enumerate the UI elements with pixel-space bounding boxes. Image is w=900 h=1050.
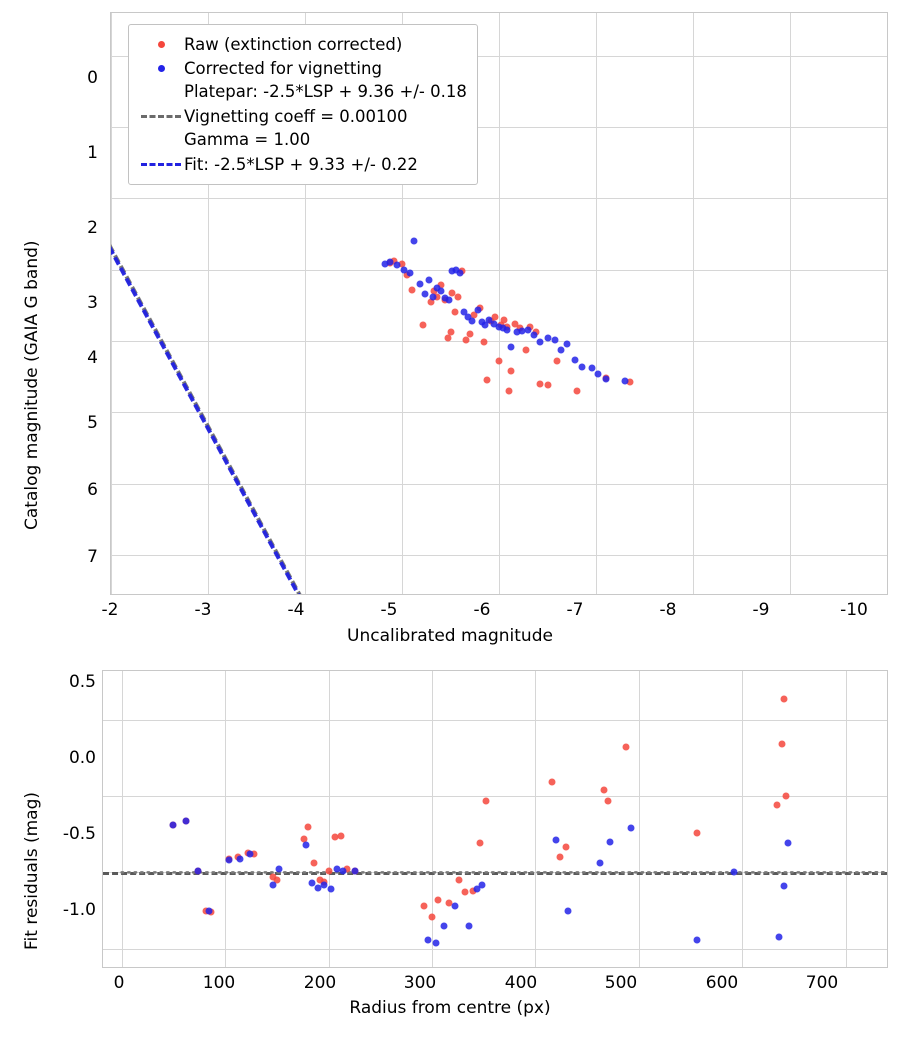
data-point [600,787,607,794]
bottom-plot-area [102,670,888,968]
top-legend [128,24,478,185]
data-point [455,293,462,300]
data-point [466,330,473,337]
data-point [304,823,311,830]
data-point [782,793,789,800]
data-point [606,838,613,845]
data-point [544,335,551,342]
data-point [571,356,578,363]
top-xtick-0: -2 [101,600,119,620]
data-point [452,309,459,316]
data-point [468,318,475,325]
data-point [557,854,564,861]
bottom-xtick-7: 700 [805,973,839,993]
top-xtick-4: -6 [473,600,491,620]
data-point [170,822,177,829]
data-point [622,377,629,384]
top-ytick-3: 3 [87,293,98,313]
data-point [565,907,572,914]
data-point [563,340,570,347]
data-point [476,840,483,847]
bottom-ytick-2: -0.5 [62,824,96,844]
grid-line-vertical [790,13,791,594]
data-point [457,269,464,276]
legend-entry-corrected [138,56,468,80]
top-ytick-2: 2 [87,218,98,238]
data-point [507,367,514,374]
data-point [236,855,243,862]
data-point [451,903,458,910]
bottom-xtick-3: 300 [403,973,437,993]
top-ytick-4: 4 [87,348,98,368]
legend-label-corrected: Corrected for vignetting [184,58,382,78]
data-point [478,881,485,888]
data-point [455,877,462,884]
legend-marker-vignetting-dash [138,115,184,118]
top-ylabel: Catalog magnitude (GAIA G band) [22,240,42,530]
data-point [480,339,487,346]
data-point [462,889,469,896]
data-point [496,357,503,364]
data-point [420,322,427,329]
grid-line-horizontal [111,341,887,342]
data-point [408,286,415,293]
data-point [327,886,334,893]
data-point [774,802,781,809]
data-point [302,841,309,848]
data-point [573,387,580,394]
grid-line-vertical [596,13,597,594]
data-point [780,883,787,890]
top-ytick-0: 0 [87,68,98,88]
grid-line-horizontal [111,270,887,271]
data-point [441,922,448,929]
legend-label-gamma: Gamma = 1.00 [184,130,311,149]
top-xtick-2: -4 [287,600,305,620]
data-point [778,741,785,748]
data-point [558,346,565,353]
data-point [437,288,444,295]
data-point [424,936,431,943]
top-xtick-3: -5 [380,600,398,620]
data-point [337,832,344,839]
bottom-xlabel: Radius from centre (px) [349,998,551,1018]
data-point [776,933,783,940]
bottom-xtick-4: 400 [504,973,538,993]
fit-residuals-panel [0,660,900,1050]
legend-label-vignetting: Vignetting coeff = 0.00100 [184,106,408,126]
data-point [553,837,560,844]
bottom-ytick-0: 0.5 [68,672,96,692]
bottom-xtick-6: 600 [705,973,739,993]
top-xtick-1: -3 [194,600,212,620]
data-point [530,332,537,339]
legend-label-raw: Raw (extinction corrected) [184,34,403,54]
data-point [466,922,473,929]
grid-line-horizontal [111,412,887,413]
data-point [406,269,413,276]
data-point [416,280,423,287]
data-point [693,936,700,943]
top-xtick-7: -9 [752,600,770,620]
legend-marker-corrected-dot [138,65,184,72]
data-point [445,296,452,303]
data-point [730,869,737,876]
top-xtick-6: -8 [659,600,677,620]
data-point [544,382,551,389]
data-point [500,316,507,323]
grid-line-vertical [499,13,500,594]
grid-line-horizontal [111,555,887,556]
bottom-ylabel: Fit residuals (mag) [22,792,42,950]
data-point [693,829,700,836]
data-point [602,376,609,383]
grid-line-vertical [693,13,694,594]
data-point [482,797,489,804]
top-xtick-5: -7 [566,600,584,620]
data-point [447,329,454,336]
grid-line-vertical [887,13,888,594]
top-xtick-8: -10 [840,600,868,620]
data-point [596,860,603,867]
top-ytick-1: 1 [87,143,98,163]
legend-entry-fit [138,152,468,176]
data-point [428,913,435,920]
bottom-xtick-2: 200 [303,973,337,993]
data-point [195,867,202,874]
bottom-ytick-3: -1.0 [62,900,96,920]
data-point [784,840,791,847]
top-ytick-6: 6 [87,480,98,500]
data-point [352,867,359,874]
data-point [604,797,611,804]
data-point [205,907,212,914]
data-point [554,357,561,364]
data-point [340,867,347,874]
data-point [503,326,510,333]
data-point [435,896,442,903]
data-point [474,306,481,313]
data-point [552,336,559,343]
top-ytick-7: 7 [87,547,98,567]
data-point [269,881,276,888]
legend-entry-vignetting [138,104,468,128]
data-point [325,867,332,874]
grid-line-vertical [111,13,112,594]
data-point [311,860,318,867]
data-point [579,363,586,370]
legend-label-platepar: Platepar: -2.5*LSP + 9.36 +/- 0.18 [184,82,467,101]
bottom-ytick-1: 0.0 [68,748,96,768]
data-point [182,817,189,824]
bottom-xtick-5: 500 [604,973,638,993]
data-point [623,744,630,751]
data-point [422,290,429,297]
legend-label-fit: Fit: -2.5*LSP + 9.33 +/- 0.22 [184,154,418,174]
top-ytick-5: 5 [87,413,98,433]
data-point [536,339,543,346]
data-point [548,779,555,786]
data-point [430,293,437,300]
data-point [563,843,570,850]
data-point [275,866,282,873]
legend-marker-raw-dot [138,41,184,48]
bottom-xtick-0: 0 [113,973,125,993]
data-point [410,238,417,245]
data-point [780,695,787,702]
data-point [433,939,440,946]
top-xlabel: Uncalibrated magnitude [347,626,553,646]
data-point [536,380,543,387]
data-point [505,387,512,394]
data-point [627,825,634,832]
data-point [426,276,433,283]
data-point [507,343,514,350]
data-point [484,377,491,384]
grid-line-horizontal [111,484,887,485]
vignetting-curve [103,671,887,967]
bottom-xtick-1: 100 [202,973,236,993]
data-point [226,857,233,864]
data-point [523,346,530,353]
data-point [594,370,601,377]
legend-marker-fit-dash [138,163,184,166]
data-point [420,903,427,910]
legend-entry-raw [138,32,468,56]
data-point [246,851,253,858]
grid-line-horizontal [111,198,887,199]
